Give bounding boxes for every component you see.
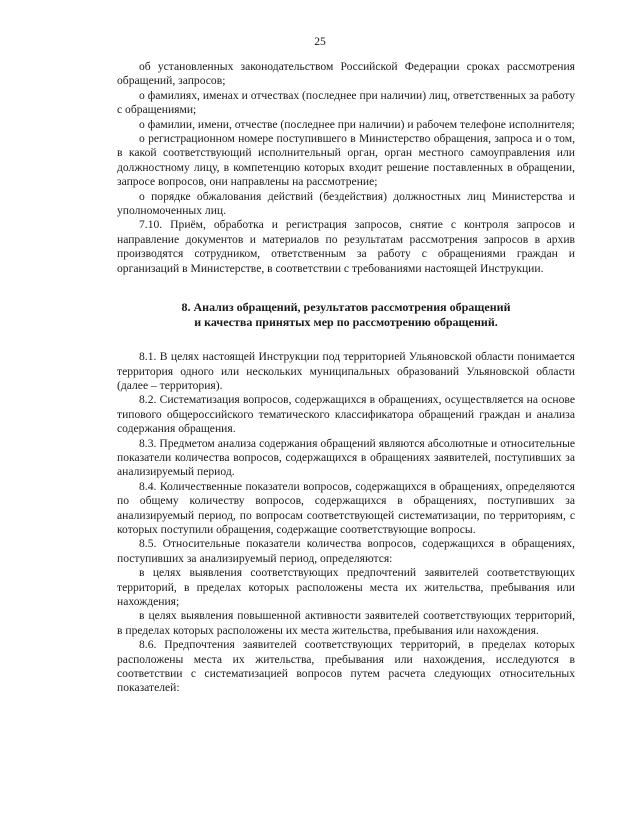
page-number: 25 <box>314 35 326 48</box>
paragraph-8-4: 8.4. Количественные показатели вопросов, содержащихся в обращениях, определяются по общему количеству вопросов, содержащихся в обращениях, поступивших за анализируемый период, по вопросам соответствующей систематизации, по территориям, с которых поступили обращения, содержащие соответствующие вопросы. <box>117 479 575 536</box>
paragraph-8-2: 8.2. Систематизация вопросов, содержащихся в обращениях, осуществляется на основе типового общероссийского тематического классификатора обращений граждан и анализа содержания обращения. <box>117 393 575 436</box>
list-item: о порядке обжалования действий (бездействия) должностных лиц Министерства и уполномоченных лиц. <box>117 189 575 218</box>
page-body <box>117 60 575 696</box>
list-item: в целях выявления повышенной активности заявителей соответствующих территорий, в пределах которых расположены их места жительства, пребывания или нахождения. <box>117 609 575 637</box>
list-item: о фамилиях, именах и отчествах (последнее при наличии) лиц, ответственных за работу с обращениями; <box>117 88 575 117</box>
paragraph-8-5: 8.5. Относительные показатели количества вопросов, содержащихся в обращениях, поступивших за анализируемый период, определяются: <box>117 537 575 565</box>
list-item: об установленных законодательством Российской Федерации сроках рассмотрения обращений, запросов; <box>117 60 575 88</box>
paragraph-8-6: 8.6. Предпочтения заявителей соответствующих территорий, в пределах которых расположены места их жительства, пребывания или нахождения, исследуются в соответствии с систематизацией вопросов путем расчета следующих относительных показателей: <box>117 638 575 695</box>
paragraph-8-3: 8.3. Предметом анализа содержания обращений являются абсолютные и относительные показатели количества вопросов, содержащихся в обращениях заявителей, поступивших за анализируемый период. <box>117 436 575 479</box>
list-item: в целях выявления соответствующих предпочтений заявителей соответствующих территорий, в пределах которых расположены места их жительства, пребывания или нахождения; <box>117 566 575 608</box>
paragraph-7-10: 7.10. Приём, обработка и регистрация запросов, снятие с контроля запросов и направление документов и материалов по результатам рассмотрения запросов в архив производятся сотрудником, ответственным за работу с обращениями граждан и организаций в Министерстве, в соответствии с требованиями настоящей Инструкции. <box>117 218 575 275</box>
section-heading <box>117 300 575 330</box>
section-heading-line-2: и качества принятых мер по рассмотрению обращений. <box>194 315 498 330</box>
paragraph-8-1: 8.1. В целях настоящей Инструкции под территорией Ульяновской области понимается территория одного или нескольких муниципальных образований Ульяновской области (далее – территория). <box>117 350 575 392</box>
list-item: о фамилии, имени, отчестве (последнее при наличии) и рабочем телефоне исполнителя; <box>139 117 575 131</box>
list-item: о регистрационном номере поступившего в Министерство обращения, запроса и о том, в какой соответствующий исполнительный орган, орган местного самоуправления или должностному лицу, в компетенцию которых входит решение поставленных в обращении, запросе вопросов, они направлены на рассмотрение; <box>117 132 575 189</box>
section-heading-line-1: 8. Анализ обращений, результатов рассмотрения обращений <box>181 300 511 315</box>
